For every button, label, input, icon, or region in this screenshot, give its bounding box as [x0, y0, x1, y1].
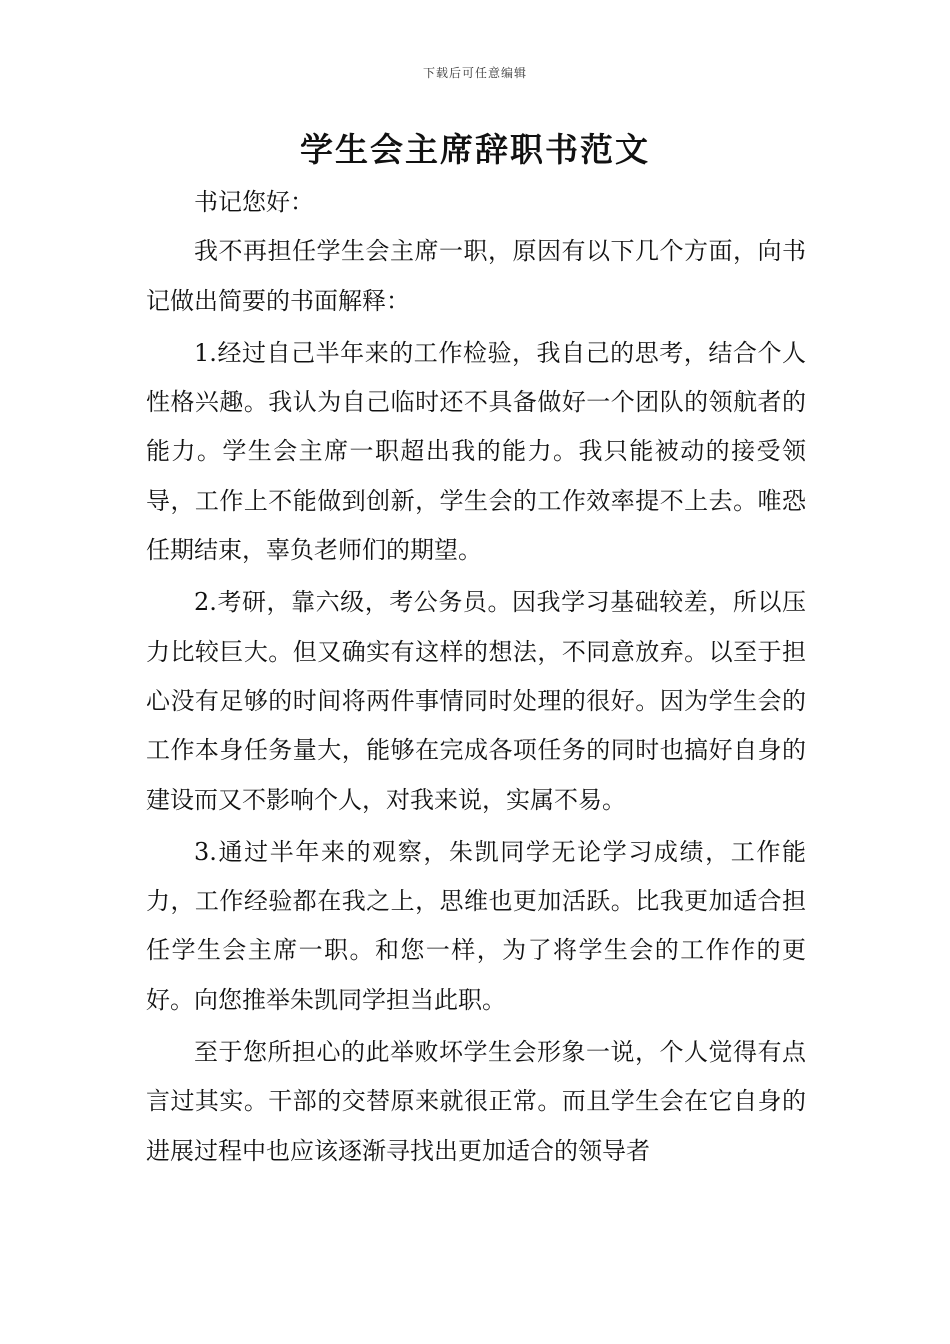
document-body [146, 178, 806, 1179]
document-title: 学生会主席辞职书范文 [300, 130, 650, 169]
header-note: 下载后可任意编辑 [422, 66, 527, 80]
paragraph-intro: 我不再担任学生会主席一职，原因有以下几个方面，向书记做出简要的书面解释： [146, 237, 806, 315]
salutation: 书记您好： [194, 188, 314, 216]
paragraph-reason-3: 3.通过半年来的观察，朱凯同学无论学习成绩，工作能力，工作经验都在我之上，思维也更加活跃。比我更加适合担任学生会主席一职。和您一样，为了将学生会的工作作的更好。向您推举朱凯同学担当此职。 [146, 837, 806, 1014]
paragraph-reason-2: 2.考研，靠六级，考公务员。因我学习基础较差，所以压力比较巨大。但又确实有这样的想法，不同意放弃。以至于担心没有足够的时间将两件事情同时处理的很好。因为学生会的工作本身任务量大，能够在完成各项任务的同时也搞好自身的建设而又不影响个人，对我来说，实属不易。 [146, 588, 806, 814]
paragraph-closing: 至于您所担心的此举败坏学生会形象一说，个人觉得有点言过其实。干部的交替原来就很正常。而且学生会在它自身的进展过程中也应该逐渐寻找出更加适合的领导者 [146, 1038, 806, 1165]
paragraph-reason-1: 1.经过自己半年来的工作检验，我自己的思考，结合个人性格兴趣。我认为自己临时还不具备做好一个团队的领航者的能力。学生会主席一职超出我的能力。我只能被动的接受领导，工作上不能做到创新，学生会的工作效率提不上去。唯恐任期结束，辜负老师们的期望。 [146, 338, 806, 565]
